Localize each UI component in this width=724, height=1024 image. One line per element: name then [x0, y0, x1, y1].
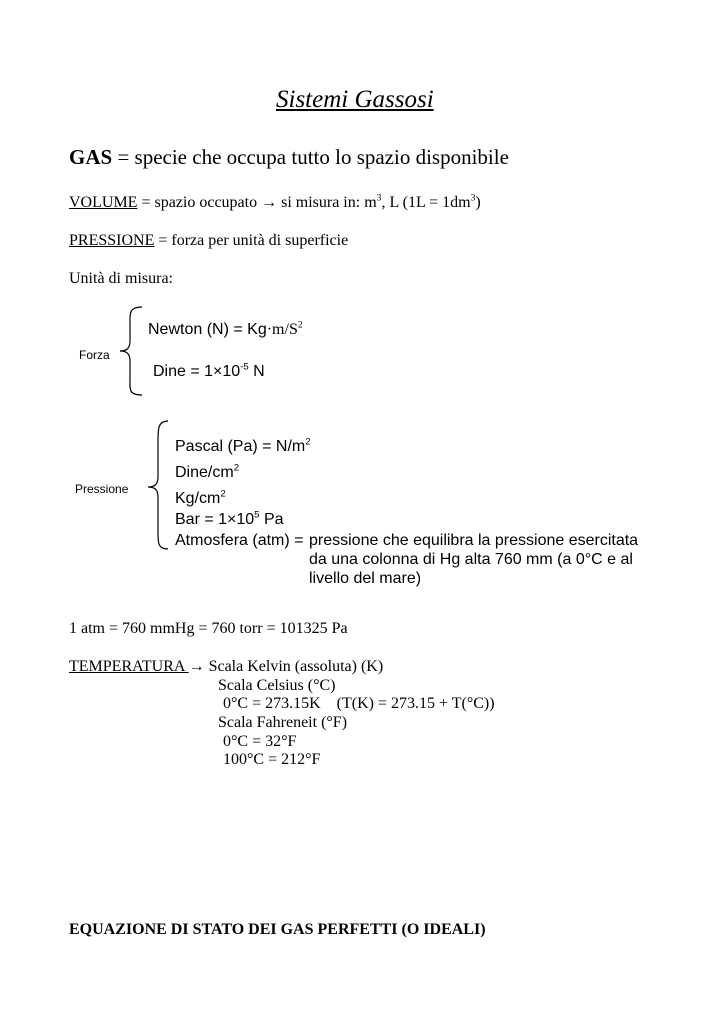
newton-text: Newton (N) = Kg — [148, 321, 267, 338]
units-heading: Unità di misura: — [69, 270, 173, 287]
kg-cm-unit — [175, 490, 226, 508]
atm-definition-line-3: livello del mare) — [309, 570, 422, 587]
atm-term: Atmosfera (atm) = — [175, 532, 308, 549]
pascal-sup: 2 — [305, 436, 311, 448]
bar-text: Bar = 1×10 — [175, 511, 255, 528]
newton-sup: 2 — [297, 319, 303, 331]
gas-term: GAS — [69, 145, 113, 169]
volume-sup-2: 3 — [470, 192, 476, 204]
pressione-label: Pressione — [75, 482, 129, 496]
dine-cm-text: Dine/cm — [175, 464, 234, 481]
volume-text-c: ) — [475, 194, 481, 211]
dine-sup: -5 — [240, 361, 249, 373]
temperatura-line — [69, 658, 383, 676]
dine-text: Dine = 1×10 — [153, 363, 241, 380]
atm-definition-line-2: da una colonna di Hg alta 760 mm (a 0°C e al — [309, 551, 633, 568]
pressione-definition — [69, 232, 348, 250]
gas-definition — [69, 145, 509, 170]
atm-equivalence: 1 atm = 760 mmHg = 760 torr = 101325 Pa — [69, 620, 348, 637]
pressione-definition-text: = forza per unità di superficie — [154, 232, 349, 249]
kelvin-scale: → Scala Kelvin (assoluta) (K) — [188, 658, 384, 675]
forza-label: Forza — [79, 348, 110, 362]
forza-brace — [118, 305, 148, 397]
fahrenheit-scale: Scala Fahreneit (°F) — [218, 714, 348, 731]
fahrenheit-equation-2: 100°C = 212°F — [223, 751, 321, 768]
dine-cm-unit — [175, 464, 239, 482]
dine-definition — [153, 363, 265, 381]
kg-cm-text: Kg/cm — [175, 490, 221, 507]
section-heading: EQUAZIONE DI STATO DEI GAS PERFETTI (O IDEALI) — [69, 921, 486, 938]
pascal-definition — [175, 438, 311, 456]
pressione-brace — [146, 419, 176, 551]
kg-cm-sup: 2 — [220, 488, 226, 500]
pressione-term: PRESSIONE — [69, 232, 155, 249]
bar-sup: 5 — [254, 509, 260, 521]
newton-rest: ·m/S — [266, 321, 298, 338]
gas-definition-text: = specie che occupa tutto lo spazio disponibile — [112, 145, 509, 169]
celsius-kelvin-equation: 0°C = 273.15K (T(K) = 273.15 + T(°C)) — [223, 695, 495, 712]
celsius-scale: Scala Celsius (°C) — [218, 677, 336, 694]
volume-text-a: = spazio occupato → si misura in: m — [137, 194, 377, 211]
volume-sup-1: 3 — [376, 192, 382, 204]
volume-term: VOLUME — [69, 194, 138, 211]
atm-definition-line-1: pressione che equilibra la pressione esercitata — [309, 532, 639, 549]
bar-definition — [175, 511, 284, 529]
volume-text-b: , L (1L = 1dm — [381, 194, 471, 211]
pascal-text: Pascal (Pa) = N/m — [175, 438, 306, 455]
volume-definition — [69, 194, 481, 212]
newton-definition — [148, 321, 303, 339]
dine-rest: N — [248, 363, 265, 380]
page-title: Sistemi Gassosi — [276, 86, 434, 113]
bar-rest: Pa — [259, 511, 284, 528]
temperatura-term: TEMPERATURA — [69, 658, 189, 675]
dine-cm-sup: 2 — [233, 462, 240, 474]
fahrenheit-equation-1: 0°C = 32°F — [223, 733, 297, 750]
